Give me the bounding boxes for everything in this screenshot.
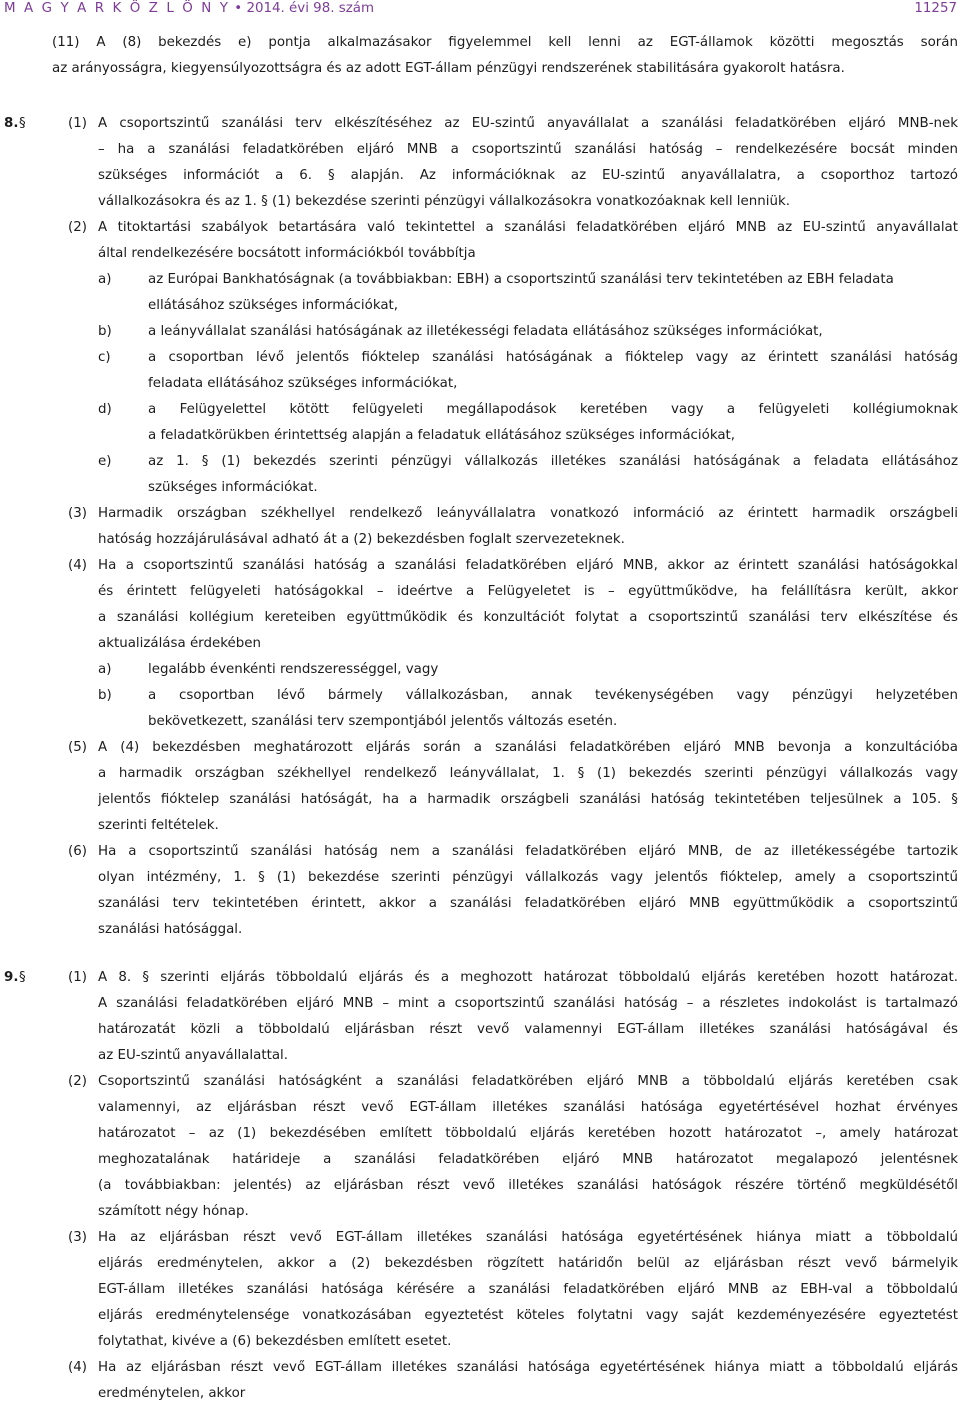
text-line: § bbox=[19, 116, 26, 131]
text-line: olyan intézmény, 1. § (1) bekezdése szerinti pénzügyi vállalkozás vagy jelentős fióktelep, amely a csoportszintű bbox=[98, 870, 958, 885]
text-line: határozatot – az (1) bekezdésében említett többoldalú eljárás keretében hozott határozatot –, amely határozat bbox=[98, 1126, 958, 1141]
text-line: (3) bbox=[68, 506, 87, 521]
text-line: szerinti feltételek. bbox=[98, 818, 219, 833]
text-line: Ha a csoportszintű szanálási hatóság nem a szanálási feladatkörében eljáró MNB, de az illetékességébe tartozik bbox=[98, 844, 958, 859]
text-line: Ha az eljárásban részt vevő EGT-állam illetékes szanálási hatósága egyetértésének hiánya miatt a többoldalú eljárás bbox=[98, 1360, 958, 1375]
text-line: szükséges információkat. bbox=[148, 480, 318, 495]
text-line: szanálási hatósággal. bbox=[98, 922, 243, 937]
text-line: (4) bbox=[68, 1360, 87, 1375]
issue-label: 2014. évi 98. szám bbox=[246, 1, 374, 16]
text-line: által rendelkezésére bocsátott információkból továbbítja bbox=[98, 246, 476, 261]
text-line: a harmadik országban székhellyel rendelkező leányvállalat, 1. § (1) bekezdés szerinti pénzügyi vállalkozás vagy bbox=[98, 766, 958, 781]
text-line: szükséges információt a 6. § alapján. Az információknak az EU-szintű anyavállalatra, a csoporthoz tartozó bbox=[98, 168, 958, 183]
page-header bbox=[0, 0, 960, 20]
text-line: eredménytelen, akkor bbox=[98, 1386, 246, 1401]
text-line: az Európai Bankhatóságnak (a továbbiakban: EBH) a csoportszintű szanálási terv tekintetében az EBH feladata bbox=[148, 272, 894, 287]
text-line: a csoportban lévő jelentős fióktelep szanálási hatóságának a fióktelep vagy az érintett szanálási hatóság bbox=[148, 350, 958, 365]
text-line: – ha a szanálási feladatkörében eljáró MNB a csoportszintű szanálási hatóság – rendelkezésére bocsát minden bbox=[98, 142, 958, 157]
text-line: és érintett felügyeleti hatóságokkal – ideértve a Felügyeletet is – együttműködve, ha felállításra került, akkor bbox=[98, 584, 958, 599]
text-line: (11) A (8) bekezdés e) pontja alkalmazásakor figyelemmel kell lenni az EGT-államok közötti megosztás során bbox=[52, 35, 958, 50]
text-line: ellátásához szükséges információkat, bbox=[148, 298, 399, 313]
text-line: folytathat, kivéve a (6) bekezdésben említett esetet. bbox=[98, 1334, 452, 1349]
text-line: A szanálási feladatkörében eljáró MNB – mint a csoportszintű szanálási hatóság – a részletes indokolást is tartalmazó bbox=[98, 996, 958, 1011]
text-line: (6) bbox=[68, 844, 87, 859]
text-line: d) bbox=[98, 402, 112, 417]
text-line: az arányosságra, kiegyensúlyozottságra és az adott EGT-állam pénzügyi rendszerének stabilitására gyakorolt hatásra. bbox=[52, 61, 845, 76]
text-line: aktualizálása érdekében bbox=[98, 636, 261, 651]
text-line: az EU-szintű anyavállalattal. bbox=[98, 1048, 288, 1063]
text-line: legalább évenkénti rendszerességgel, vagy bbox=[148, 662, 439, 677]
text-line: Ha a csoportszintű szanálási hatóság a szanálási feladatkörében eljáró MNB, akkor az érintett szanálási hatóságokkal bbox=[98, 558, 958, 573]
header-publication bbox=[4, 1, 374, 16]
text-line: Csoportszintű szanálási hatóságként a szanálási feladatkörében eljáró MNB a többoldalú eljárás keretében csak bbox=[98, 1074, 958, 1089]
text-line: vállalkozásokra és az 1. § (1) bekezdése szerinti pénzügyi vállalkozásokra vonatkozóaknak kell lenniük. bbox=[98, 194, 790, 209]
text-line: § bbox=[19, 970, 26, 985]
text-line: (3) bbox=[68, 1230, 87, 1245]
header-bullet: • bbox=[234, 1, 243, 16]
text-line: (1) bbox=[68, 970, 87, 985]
text-line: a csoportban lévő bármely vállalkozásban, annak tevékenységében vagy pénzügyi helyzetében bbox=[148, 688, 958, 703]
text-line: hatóság hozzájárulásával adható át a (2) bekezdésben foglalt szervezeteknek. bbox=[98, 532, 625, 547]
text-line: A csoportszintű szanálási terv elkészítéséhez az EU-szintű anyavállalat a szanálási feladatkörében eljáró MNB-nek bbox=[98, 116, 958, 131]
text-line: (5) bbox=[68, 740, 87, 755]
text-line: Harmadik országban székhellyel rendelkező leányvállalatra vonatkozó információ az érintett harmadik országbeli bbox=[98, 506, 958, 521]
text-line: az 1. § (1) bekezdés szerinti pénzügyi vállalkozás illetékes szanálási hatóságának a feladata ellátásához bbox=[148, 454, 958, 469]
text-line: a) bbox=[98, 272, 112, 287]
text-line: A (4) bekezdésben meghatározott eljárás során a szanálási feladatkörében eljáró MNB bevonja a konzultációba bbox=[98, 740, 958, 755]
text-line: bekövetkezett, szanálási terv szempontjából jelentős változás esetén. bbox=[148, 714, 618, 729]
text-line: határozatát közli a többoldalú eljárásban részt vevő valamennyi EGT-állam illetékes szanálási hatóságával és bbox=[98, 1022, 958, 1037]
text-line: a leányvállalat szanálási hatóságának az illetékességi feladata ellátásához szükséges információkat, bbox=[148, 324, 823, 339]
text-line: feladata ellátásához szükséges információkat, bbox=[148, 376, 458, 391]
text-line: 9. bbox=[4, 970, 19, 985]
text-line: szanálási terv tekintetében érintett, akkor a szanálási feladatkörében eljáró MNB együttműködik a csoportszintű bbox=[98, 896, 958, 911]
text-line: b) bbox=[98, 688, 112, 703]
text-line: (1) bbox=[68, 116, 87, 131]
text-line: a feladatkörükben érintettség alapján a feladatuk ellátásához szükséges információkat, bbox=[148, 428, 736, 443]
text-line: a Felügyelettel kötött felügyeleti megállapodások keretében vagy a felügyeleti kollégiumoknak bbox=[148, 402, 958, 417]
text-line: 8. bbox=[4, 116, 19, 131]
text-line: valamennyi, az eljárásban részt vevő EGT-állam illetékes szanálási hatósága egyetértésével hozhat érvényes bbox=[98, 1100, 958, 1115]
text-line: eljárás eredménytelensége vonatkozásában egyeztetést köteles folytatni vagy saját kezdeményezésére egyeztetést bbox=[98, 1308, 958, 1323]
text-line: b) bbox=[98, 324, 112, 339]
text-line: A 8. § szerinti eljárás többoldalú eljárás és a meghozott határozat többoldalú eljárás keretében hozott határozat. bbox=[98, 970, 958, 985]
text-line: A titoktartási szabályok betartására való tekintettel a szanálási feladatkörében eljáró MNB az EU-szintű anyavállalat bbox=[98, 220, 958, 235]
text-line: eljárás eredménytelen, akkor a (2) bekezdésben rögzített határidőn belül az eljárásban részt vevő bármelyik bbox=[98, 1256, 958, 1271]
text-line: számított négy hónap. bbox=[98, 1204, 249, 1219]
text-line: c) bbox=[98, 350, 111, 365]
text-line: (2) bbox=[68, 220, 87, 235]
page-number: 11257 bbox=[914, 1, 957, 16]
text-line: a szanálási kollégium kereteiben együttműködik és konzultációt folytat a csoportszintű szanálási terv elkészítése és bbox=[98, 610, 958, 625]
text-line: (a továbbiakban: jelentés) az eljárásban részt vevő illetékes szanálási hatóságok részére történő megküldésétől bbox=[98, 1178, 958, 1193]
text-line: EGT-állam illetékes szanálási hatósága kérésére a szanálási feladatkörében eljáró MNB az EBH-val a többoldalú bbox=[98, 1282, 958, 1297]
text-line: e) bbox=[98, 454, 112, 469]
text-line: meghozatalának határideje a szanálási feladatkörében eljáró MNB határozatot megalapozó jelentésnek bbox=[98, 1152, 958, 1167]
journal-title: M A G Y A R K Ö Z L Ö N Y bbox=[4, 1, 231, 16]
text-line: (4) bbox=[68, 558, 87, 573]
text-line: Ha az eljárásban részt vevő EGT-állam illetékes szanálási hatósága egyetértésének hiánya miatt a többoldalú bbox=[98, 1230, 958, 1245]
text-line: (2) bbox=[68, 1074, 87, 1089]
text-line: a) bbox=[98, 662, 112, 677]
text-line: jelentős fióktelep szanálási hatóságát, ha a harmadik országbeli szanálási hatóság tekintetében teljesülnek a 105. § bbox=[98, 792, 958, 807]
